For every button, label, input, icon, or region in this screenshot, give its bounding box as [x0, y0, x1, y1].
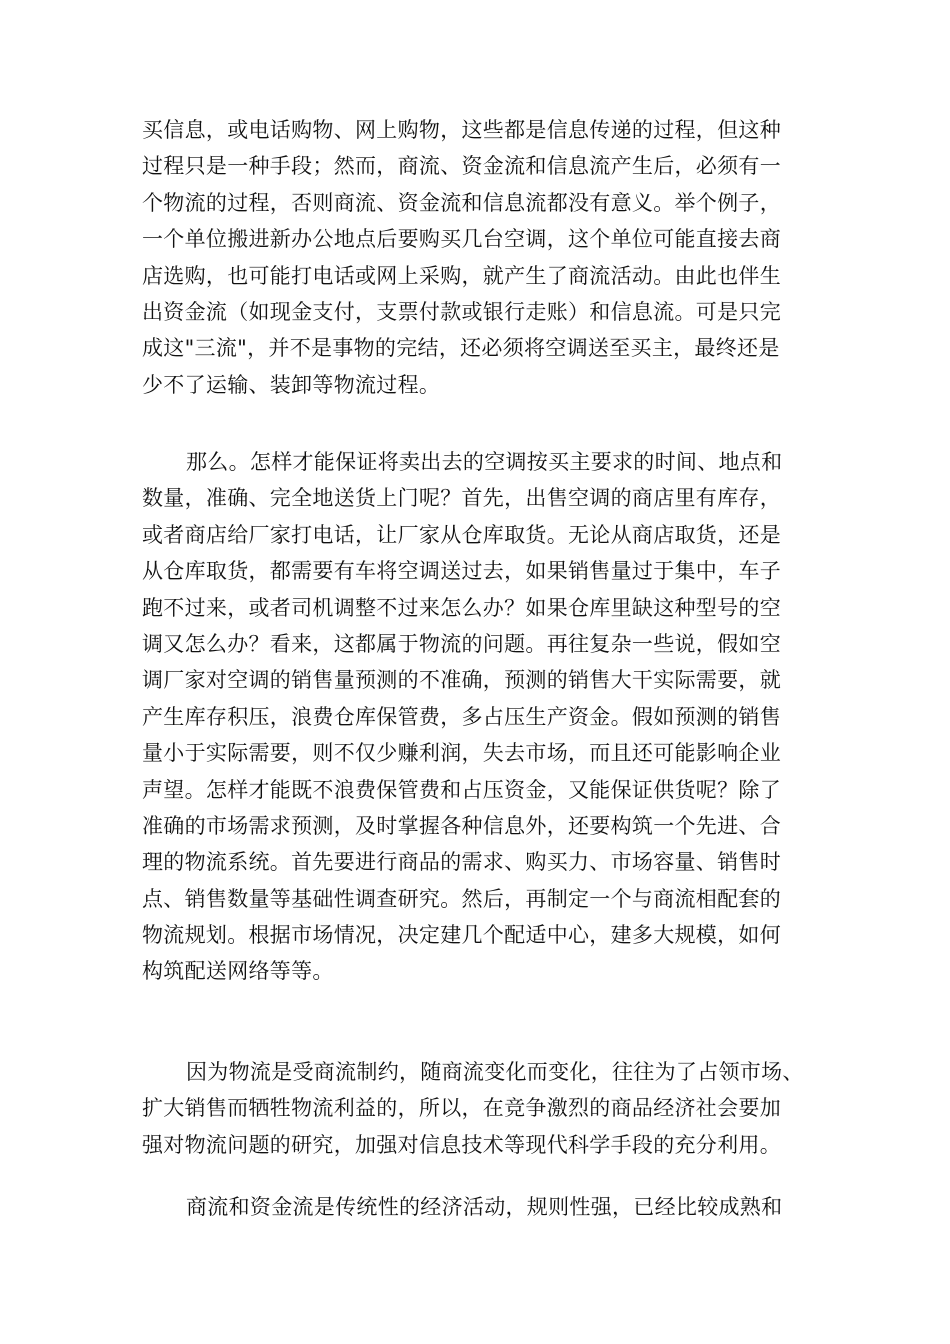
text-line: 出资金流（如现金支付，支票付款或银行走账）和信息流。可是只完 — [142, 299, 781, 324]
text-line: 少不了运输、装卸等物流过程。 — [142, 372, 441, 397]
text-line: 量小于实际需要，则不仅少赚利润，失去市场，而且还可能影响企业 — [142, 741, 781, 766]
text-line: 点、销售数量等基础性调查研究。然后，再制定一个与商流相配套的 — [142, 886, 781, 911]
paragraph-1 — [142, 112, 832, 403]
text-line: 构筑配送网络等等。 — [142, 959, 334, 984]
text-line: 跑不过来，或者司机调整不过来怎么办？如果仓库里缺这种型号的空 — [142, 595, 781, 620]
text-line: 那么。怎样才能保证将卖出去的空调按买主要求的时间、地点和 — [186, 450, 783, 474]
text-line: 准确的市场需求预测，及时掌握各种信息外，还要构筑一个先进、合 — [142, 813, 781, 838]
text-line: 理的物流系统。首先要进行商品的需求、购买力、市场容量、销售时 — [142, 850, 781, 875]
paragraph-2 — [142, 444, 832, 990]
text-line: 成这"三流"，并不是事物的完结，还必须将空调送至买主，最终还是 — [142, 336, 780, 361]
text-line: 数量，准确、完全地送货上门呢？首先，出售空调的商店里有库存， — [142, 486, 781, 511]
text-line: 过程只是一种手段；然而，商流、资金流和信息流产生后，必须有一 — [142, 154, 781, 179]
paragraph-3 — [142, 1054, 832, 1163]
text-line: 强对物流问题的研究，加强对信息技术等现代科学手段的充分利用。 — [142, 1132, 781, 1157]
text-line: 买信息，或电话购物、网上购物，这些都是信息传递的过程，但这种 — [142, 118, 781, 142]
text-line: 调又怎么办？看来，这都属于物流的问题。再往复杂一些说，假如空 — [142, 631, 781, 656]
text-line: 个物流的过程，否则商流、资金流和信息流都没有意义。举个例子， — [142, 190, 781, 215]
text-line: 或者商店给厂家打电话，让厂家从仓库取货。无论从商店取货，还是 — [142, 522, 781, 547]
text-line: 一个单位搬进新办公地点后要购买几台空调，这个单位可能直接去商 — [142, 227, 781, 252]
text-line: 从仓库取货，都需要有车将空调送过去，如果销售量过于集中，车子 — [142, 559, 781, 584]
text-line: 声望。怎样才能既不浪费保管费和占压资金，又能保证供货呢？除了 — [142, 777, 781, 802]
paragraph-4 — [142, 1189, 832, 1225]
text-line: 扩大销售而牺牲物流利益的，所以，在竞争激烈的商品经济社会要加 — [142, 1096, 781, 1121]
text-line: 产生库存积压，浪费仓库保管费，多占压生产资金。假如预测的销售 — [142, 704, 781, 729]
text-line: 商流和资金流是传统性的经济活动，规则性强，已经比较成熟和 — [186, 1195, 783, 1219]
text-line: 调厂家对空调的销售量预测的不准确，预测的销售大干实际需要，就 — [142, 668, 781, 693]
text-line: 店选购，也可能打电话或网上采购，就产生了商流活动。由此也伴生 — [142, 263, 781, 288]
text-line: 因为物流是受商流制约，随商流变化而变化，往往为了占领市场、 — [186, 1060, 804, 1084]
text-line: 物流规划。根据市场情况，决定建几个配适中心，建多大规模，如何 — [142, 923, 781, 948]
